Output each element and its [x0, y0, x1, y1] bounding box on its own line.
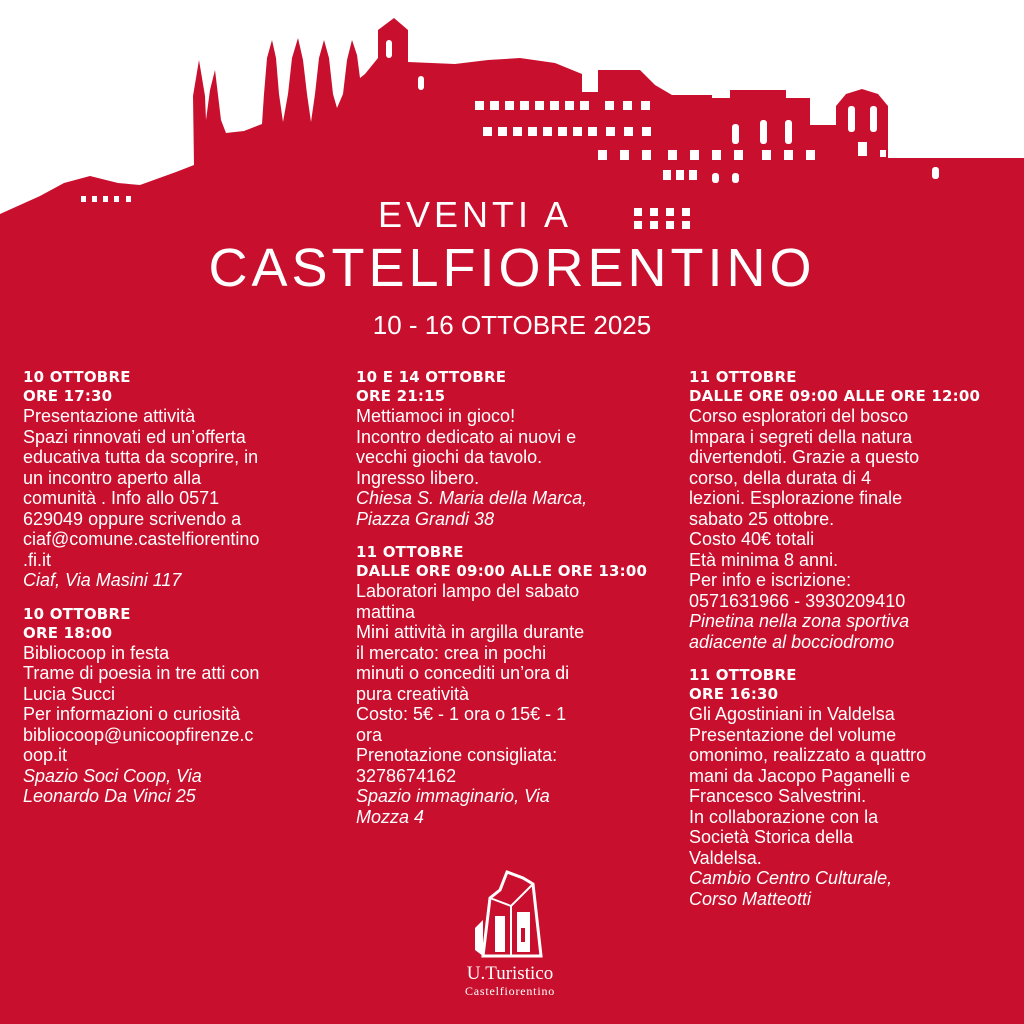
event-time: DALLE ORE 09:00 ALLE ORE 13:00: [356, 562, 648, 580]
event-time: ORE 17:30: [23, 387, 113, 405]
event-description-line: Prenotazione consigliata:: [356, 745, 558, 765]
event-description-line: bibliocoop@unicoopfirenze.c: [23, 724, 254, 745]
event-description-line: Valdelsa.: [689, 847, 762, 868]
event-date: 11 OTTOBRE: [356, 543, 464, 561]
event-time: ORE 21:15: [356, 387, 446, 405]
event-card: [689, 666, 1009, 909]
event-description-line: Incontro dedicato ai nuovi e: [356, 426, 577, 447]
event-card: [23, 605, 343, 807]
event-description-line: ora: [356, 724, 383, 745]
column-2: [356, 368, 676, 841]
event-description-line: omonimo, realizzato a quattro: [689, 745, 927, 765]
event-location: Ciaf, Via Masini 117: [23, 570, 182, 590]
event-description-line: vecchi giochi da tavolo.: [356, 447, 543, 467]
event-description-line: lezioni. Esplorazione finale: [689, 488, 903, 508]
event-description-line: Costo 40€ totali: [689, 529, 815, 549]
event-title: Gli Agostiniani in Valdelsa: [689, 704, 895, 724]
event-date: 10 OTTOBRE: [23, 604, 131, 623]
header: [0, 0, 1024, 340]
event-description-line: Età minima 8 anni.: [689, 549, 839, 570]
event-description-line: Lucia Succi: [23, 683, 116, 704]
event-location: Chiesa S. Maria della Marca,: [356, 488, 588, 508]
event-description-line: mattina: [356, 601, 416, 622]
event-description-line: Impara i segreti della natura: [689, 426, 913, 447]
event-description-line: 629049 oppure scrivendo a: [23, 508, 242, 529]
event-description-line: un incontro aperto alla: [23, 467, 202, 488]
event-description-line: divertendoti. Grazie a questo: [689, 447, 920, 467]
event-title: Laboratori lampo del sabato: [356, 581, 580, 601]
event-description-line: Presentazione del volume: [689, 724, 897, 745]
event-description-line: Costo: 5€ - 1 ora o 15€ - 1: [356, 704, 567, 724]
event-card: [689, 368, 1009, 652]
event-description-line: Società Storica della: [689, 827, 854, 847]
event-location: Pinetina nella zona sportiva: [689, 611, 910, 631]
event-description-line: minuti o concediti un’ora di: [356, 663, 570, 683]
event-location: Cambio Centro Culturale,: [689, 868, 893, 888]
event-card: [356, 368, 676, 529]
event-location: Leonardo Da Vinci 25: [23, 786, 196, 806]
event-description-line: 3278674162: [356, 765, 457, 786]
event-card: [23, 368, 343, 591]
event-description-line: Francesco Salvestrini.: [689, 786, 867, 806]
event-description-line: il mercato: crea in pochi: [356, 642, 547, 663]
event-location: adiacente al bocciodromo: [689, 631, 895, 652]
event-description-line: Trame di poesia in tre atti con: [23, 663, 260, 683]
logo-name: U.Turistico: [466, 963, 554, 984]
title-eventi-a: EVENTI A: [377, 194, 573, 235]
column-1: [23, 368, 343, 821]
event-description-line: Per informazioni o curiosità: [23, 704, 241, 724]
ufficio-turistico-logo: [445, 868, 575, 1008]
event-description-line: ciaf@comune.castelfiorentino: [23, 529, 260, 549]
event-description-line: Per info e iscrizione:: [689, 570, 852, 590]
event-description-line: Mini attività in argilla durante: [356, 622, 585, 642]
event-time: ORE 16:30: [689, 685, 779, 703]
event-description-line: Ingresso libero.: [356, 467, 480, 488]
title-castelfiorentino: CASTELFIORENTINO: [208, 238, 816, 298]
event-description-line: comunità . Info allo 0571: [23, 488, 220, 508]
event-location: Spazio immaginario, Via: [356, 786, 550, 806]
event-description-line: mani da Jacopo Paganelli e: [689, 765, 911, 786]
event-date: 10 E 14 OTTOBRE: [356, 368, 507, 386]
event-time: ORE 18:00: [23, 623, 113, 642]
tower-icon: [445, 868, 575, 964]
event-title: Bibliocoop in festa: [23, 642, 170, 663]
event-dates: 10 - 16 OTTOBRE 2025: [372, 310, 652, 340]
event-location: Mozza 4: [356, 806, 425, 827]
event-description-line: oop.it: [23, 745, 68, 765]
event-card: [356, 543, 676, 827]
event-description-line: In collaborazione con la: [689, 806, 879, 827]
event-description-line: corso, della durata di 4: [689, 467, 872, 488]
event-location: Piazza Grandi 38: [356, 508, 495, 529]
event-location: Corso Matteotti: [689, 888, 812, 909]
event-date: 11 OTTOBRE: [689, 368, 797, 386]
event-description-line: educativa tutta da scoprire, in: [23, 447, 259, 467]
event-location: Spazio Soci Coop, Via: [23, 765, 202, 786]
event-description-line: Spazi rinnovati ed un’offerta: [23, 426, 246, 447]
event-description-line: 0571631966 - 3930209410: [689, 590, 906, 611]
event-title: Corso esploratori del bosco: [689, 406, 909, 426]
event-description-line: sabato 25 ottobre.: [689, 508, 835, 529]
event-title: Presentazione attività: [23, 406, 196, 426]
event-description-line: .fi.it: [23, 549, 52, 570]
event-date: 11 OTTOBRE: [689, 666, 797, 684]
event-date: 10 OTTOBRE: [23, 368, 131, 386]
event-time: DALLE ORE 09:00 ALLE ORE 12:00: [689, 387, 981, 405]
logo-town: Castelfiorentino: [464, 984, 556, 998]
column-3: [689, 368, 1009, 923]
event-title: Mettiamoci in gioco!: [356, 406, 516, 426]
event-description-line: pura creatività: [356, 683, 470, 704]
